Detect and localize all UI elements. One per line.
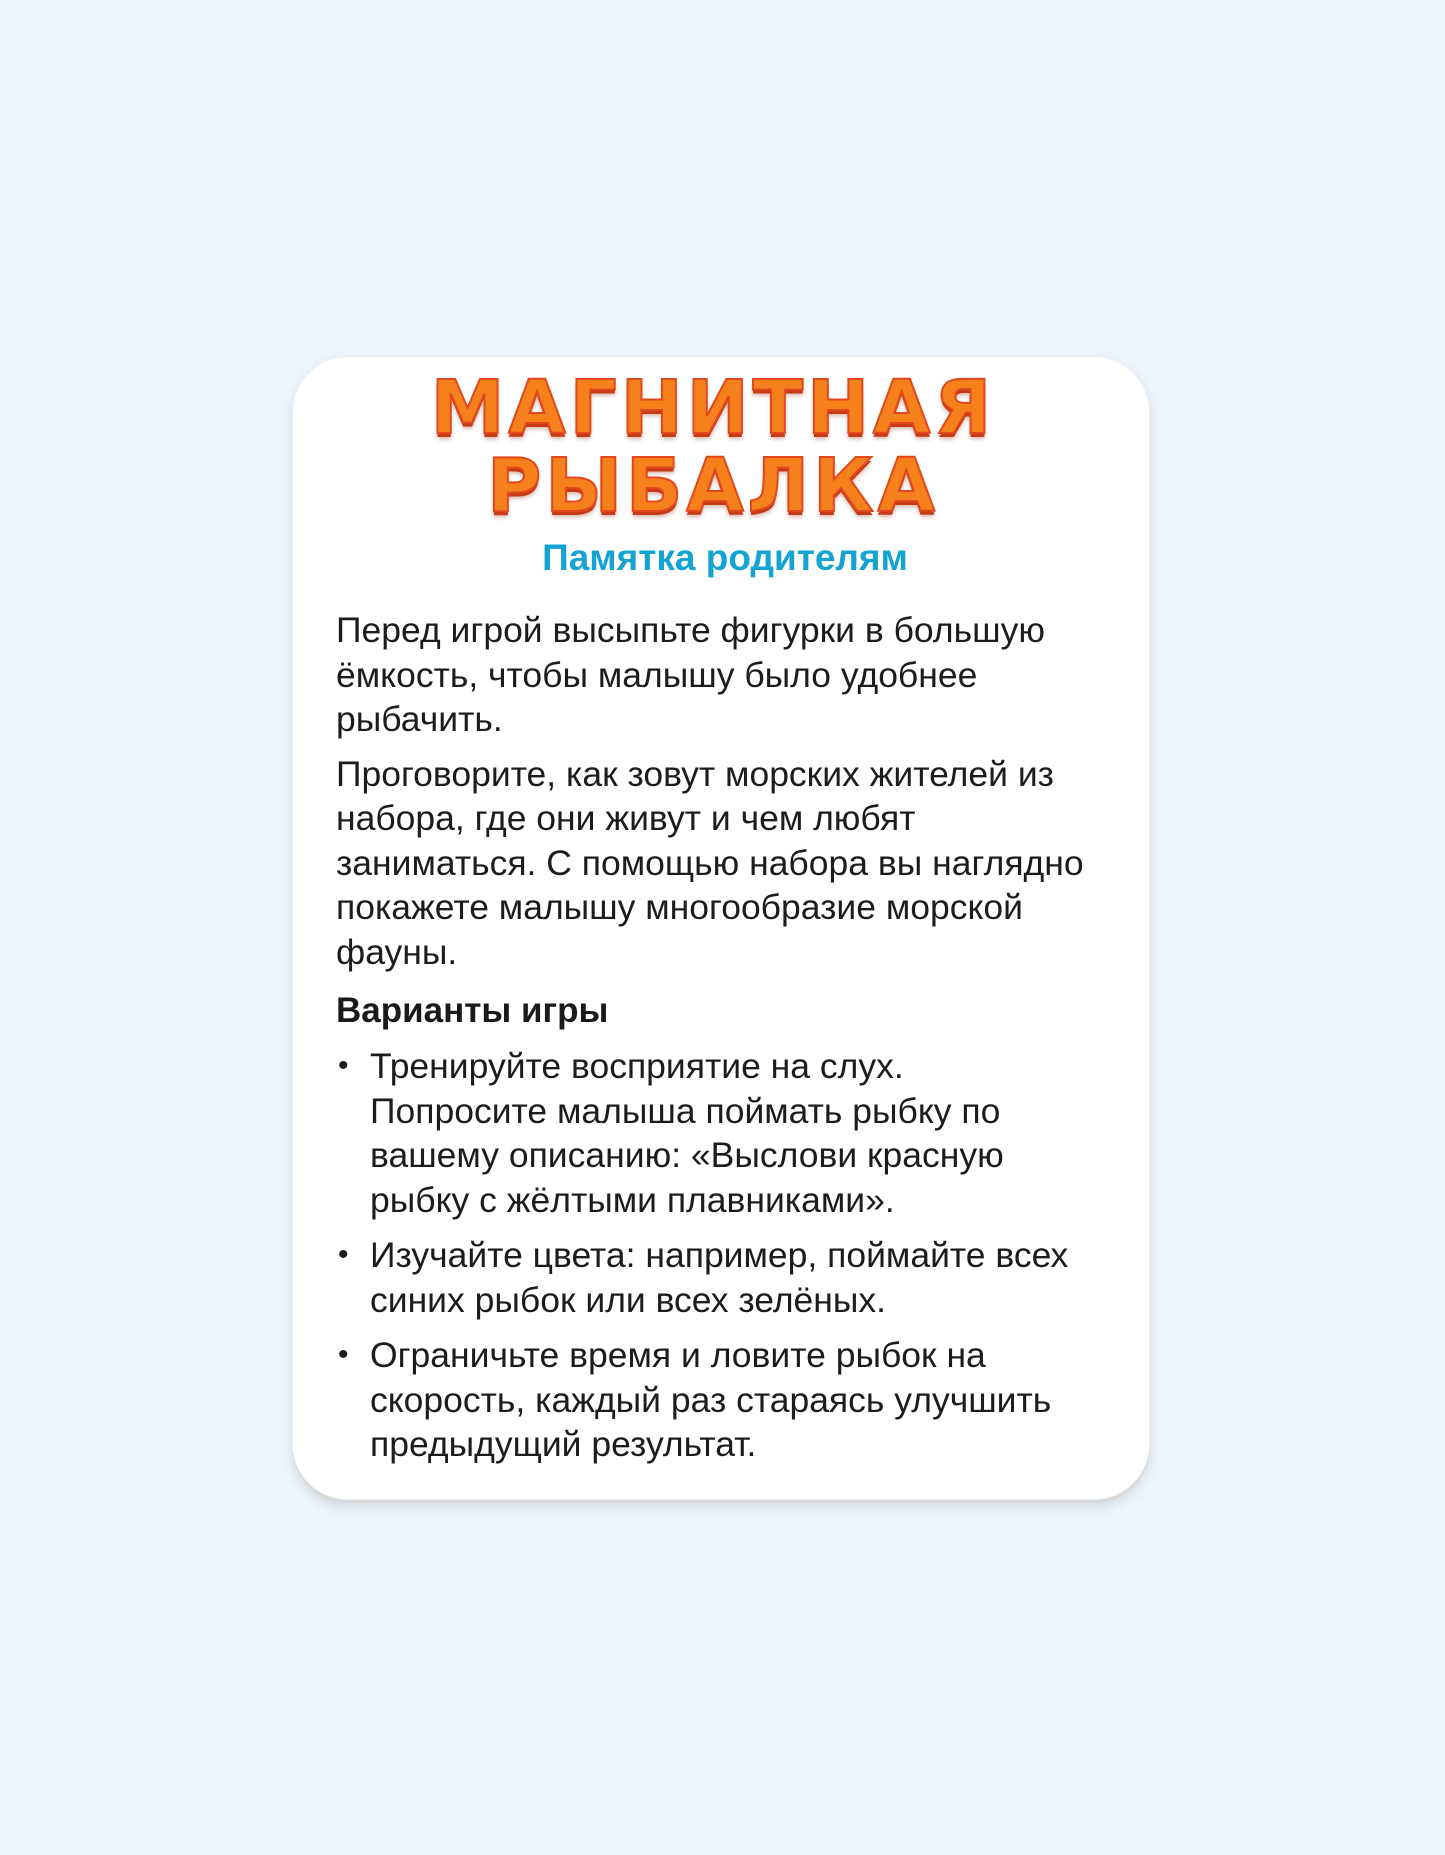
list-item — [336, 1333, 1090, 1467]
title-line-2: РЫБАЛКА — [487, 443, 939, 529]
subtitle: Памятка родителям — [542, 537, 908, 578]
bullet-icon: • — [338, 1238, 349, 1271]
intro-paragraph-1: Перед игрой высыпьте фигурки в большую ёмкость, чтобы малышу было удобнее рыбачить. — [336, 610, 1045, 739]
game-variants-heading: Варианты игры — [336, 991, 609, 1030]
intro-paragraph-2: Проговорите, как зовут морских жителей из набора, где они живут и чем любят заниматься. С помощью набора вы наглядно покажете малышу многообразие морской фауны. — [336, 753, 1084, 972]
instruction-card — [292, 356, 1150, 1500]
list-item-text: Тренируйте восприятие на слух. Попросите малыша поймать рыбку по вашему описанию: «Выслови красную рыбку с жёлтыми плавниками». — [370, 1046, 1004, 1220]
list-item-text: Изучайте цвета: например, поймайте всех синих рыбок или всех зелёных. — [370, 1235, 1069, 1320]
bullet-icon: • — [338, 1338, 349, 1371]
bullet-icon: • — [338, 1049, 349, 1082]
title-line-1: МАГНИТНАЯ — [430, 365, 996, 451]
list-item — [336, 1044, 1090, 1222]
list-item — [336, 1233, 1090, 1322]
list-item-text: Ограничьте время и ловите рыбок на скорость, каждый раз стараясь улучшить предыдущий результат. — [370, 1335, 1052, 1464]
product-title — [336, 365, 1090, 529]
game-variants-list — [336, 1044, 1090, 1467]
